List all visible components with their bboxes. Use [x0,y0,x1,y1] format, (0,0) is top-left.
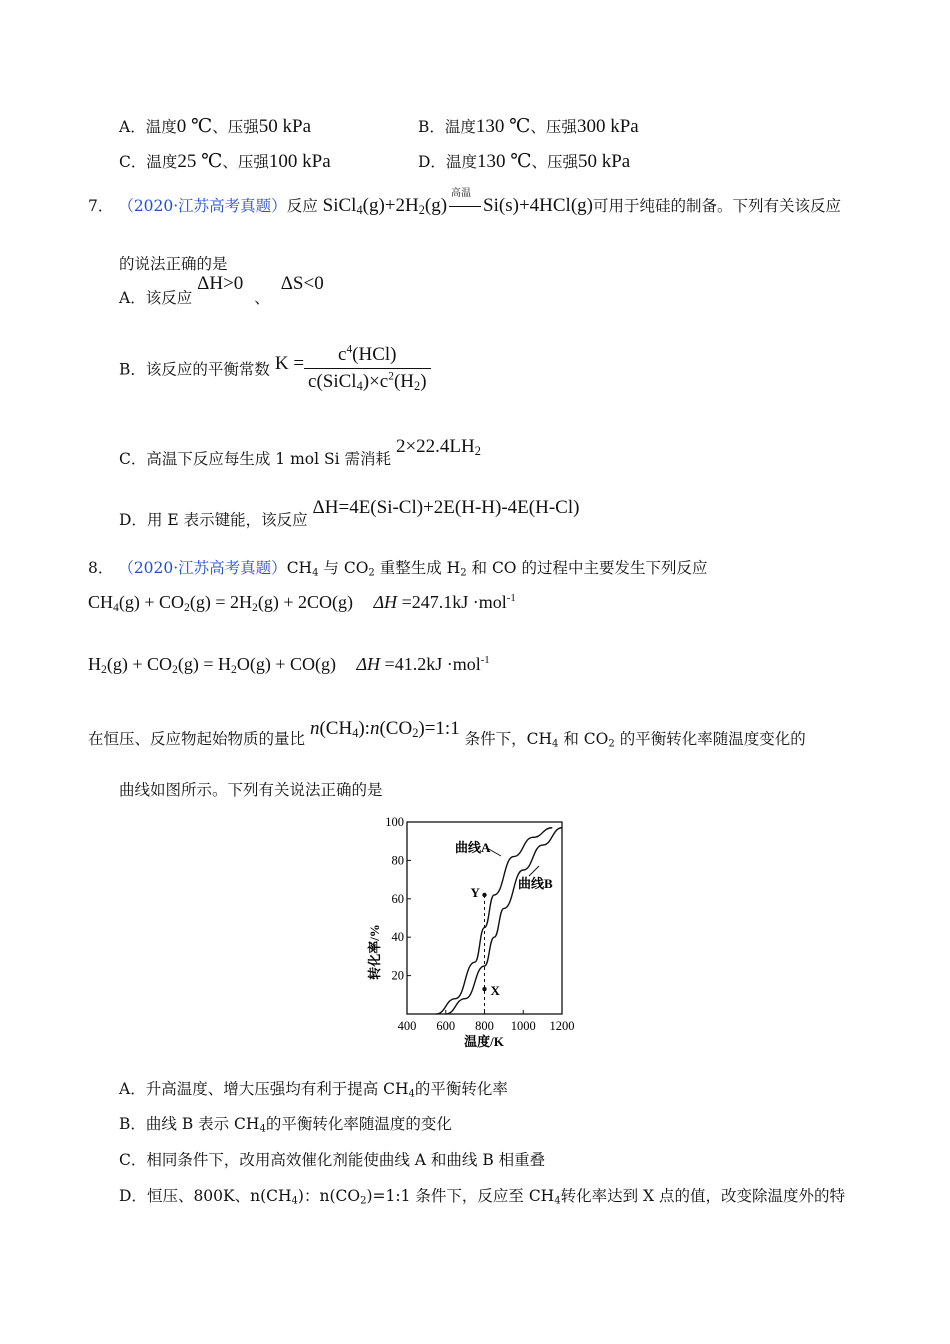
temperature-value: 130 ℃ [475,116,531,137]
reaction-condition: 高温 [451,188,472,199]
option-text: 的平衡转化率 [414,1080,508,1098]
ratio-value: =1:1 [424,718,460,739]
option-text: 温度 [145,118,177,136]
q7-option-b[interactable] [119,343,431,395]
option-text: 转化率达到 X 点的值，改变除温度外的特 [560,1187,845,1205]
q8-stem [88,556,707,578]
question-number: 7． [88,197,114,215]
q7-stem [88,188,841,218]
q8-stem-line2: 曲线如图所示。下列有关说法正确的是 [119,781,383,799]
x-tick-label: 1000 [510,1019,536,1033]
option-text: 该反应 [145,289,193,307]
q8-reaction-1: $CH_4(g) + CO_2(g) = 2H_2(g) + 2CO(g)$ ΔH =247.1kJ ·mol$^{-1}$ [88,591,516,614]
y-tick-label: 40 [391,930,404,945]
pressure-value: 50 kPa [577,151,631,172]
q8-option-c[interactable] [119,1148,545,1170]
option-label: B． [418,118,445,136]
pressure-value: 300 kPa [576,116,639,137]
enthalpy-value-2: =41.2kJ ·mol [384,654,481,674]
question-source: （2020·江苏高考真题） [118,197,287,215]
option-text: )=1:1 条件下，反应至 CH [366,1187,555,1205]
curve-b-label: 曲线B [518,876,553,891]
conversion-chart [355,808,595,1053]
option-text: )：n(CO [297,1187,361,1205]
x-tick-label: 1200 [549,1019,575,1033]
temperature-value: 25 ℃ [177,151,223,172]
option-text: 恒压、800K、n(CH [146,1187,292,1205]
y-tick-label: 100 [385,815,404,829]
question-text: $CH_4$ 与 $CO_2$ 重整生成 $H_2$ 和 CO 的过程中主要发生下列反应 [286,559,708,579]
option-text: 高温下反应每生成 1 mol Si 需消耗 [146,450,392,468]
enthalpy-value-1: =247.1kJ ·mol [401,592,507,612]
ratio-formula: $n(CH_4):n(CO_2)=1:1$ [309,718,460,741]
volume-value: 2×22.4L [395,436,462,457]
q7-option-a[interactable] [119,273,324,309]
option-label: D． [119,511,147,529]
q8-option-b[interactable]: B．曲线 B 表示 $CH_4$的平衡转化率随温度的变化 [119,1115,452,1135]
q8-reaction-2: $H_2(g) + CO_2(g) = H_2O(g) + CO(g)$ ΔH =41.2kJ ·mol$^{-1}$ [88,653,490,676]
option-text: 温度 [146,153,178,171]
q7-option-d[interactable] [119,497,580,531]
option-text: 该反应的平衡常数 [145,360,270,379]
question-text: 可用于纯硅的制备。下列有关该反应 [592,197,841,215]
option-text: 用 E 表示键能，该反应 [146,511,308,529]
option-label: A． [119,289,146,307]
question-source: （2020·江苏高考真题） [118,559,287,577]
q6-option-d[interactable] [418,150,630,173]
option-text: 、压强 [530,118,577,136]
option-label: C． [119,1151,147,1169]
pressure-value: 50 kPa [258,116,311,137]
option-text: 相同条件下，改用高效催化剂能使曲线 A 和曲线 B 相重叠 [146,1151,546,1169]
option-text: 温度 [444,118,476,136]
option-text: 、压强 [212,118,259,136]
volume-formula: $2\times 22.4LH_2$ [395,436,481,459]
option-text: 曲线 B 表示 CH [145,1115,260,1133]
q8-condition-line: 在恒压、反应物起始物质的量比 $n(CH_4):n(CO_2)=1:1$ 条件下，$CH_4$ 和 $CO_2$ 的平衡转化率随温度变化的 [88,718,806,750]
option-label: C． [119,450,147,468]
curve-b-pointer [529,866,539,876]
question-number: 8． [88,559,114,577]
option-label: B． [119,1115,146,1133]
bond-energy-formula: ΔH=4E(Si-Cl)+2E(H-H)-4E(H-Cl) [312,497,580,518]
option-label: A． [119,1080,146,1098]
x-tick-label: 800 [475,1019,494,1033]
question-text: 的平衡转化率随温度变化的 [619,730,806,748]
x-tick-label: 600 [436,1019,456,1033]
option-text: 、压强 [222,153,269,171]
option-text: 、压强 [531,153,578,171]
y-tick-label: 60 [391,891,404,906]
q8-option-a[interactable]: A．升高温度、增大压强均有利于提高 $CH_4$的平衡转化率 [119,1080,508,1100]
equilibrium-constant-fraction: $\frac{c^4(HCl)}{c(SiCl_4)\times c^2(H_2)}$ [304,344,430,393]
temperature-value: 0 ℃ [176,116,213,137]
x-tick-label: 400 [397,1019,417,1033]
question-text: 反应 [286,197,318,215]
y-axis-label: 转化率/% [367,924,382,980]
delta-h-formula: ΔH>0 [197,273,244,294]
y-tick-label: 20 [391,968,404,983]
option-label: D． [119,1187,147,1205]
x-axis-label: 温度/K [464,1034,504,1049]
option-text: 升高温度、增大压强均有利于提高 CH [145,1080,409,1098]
equilibrium-constant-symbol: K = [274,352,305,374]
point-x [482,987,486,991]
q6-option-c[interactable] [119,150,331,173]
point-label-y: Y [470,884,480,900]
point-label-x: X [490,983,500,999]
q7-stem-line2: 的说法正确的是 [119,255,228,273]
q6-option-a[interactable] [119,115,311,138]
q8-option-d[interactable]: D．恒压、800K、$n(CH_4)$：$n(CO_2)=1:1$ 条件下，反应至 $CH_4$转化率达到 X 点的值，改变除温度外的特 [119,1187,845,1207]
point-y [482,893,486,897]
delta-s-formula: ΔS<0 [280,273,324,294]
question-text: 在恒压、反应物起始物质的量比 [88,730,306,748]
y-tick-label: 80 [391,853,404,868]
option-label: B． [119,360,146,379]
question-text: 条件下， [464,730,527,748]
option-label: D． [418,153,446,171]
curve-a-label: 曲线A [455,840,491,855]
separator: 、 [254,289,270,307]
pressure-value: 100 kPa [268,151,331,172]
q6-option-b[interactable] [418,115,639,138]
q7-reaction-equation: $SiCl_4(g)+2H_2(g)$ 高温 Si(s)+4HCl(g) [323,195,593,216]
temperature-value: 130 ℃ [476,151,532,172]
option-text: 的平衡转化率随温度的变化 [265,1115,452,1133]
option-text: 温度 [445,153,477,171]
chart-points [471,885,501,1014]
option-label: A． [119,118,146,136]
option-label: C． [119,153,147,171]
